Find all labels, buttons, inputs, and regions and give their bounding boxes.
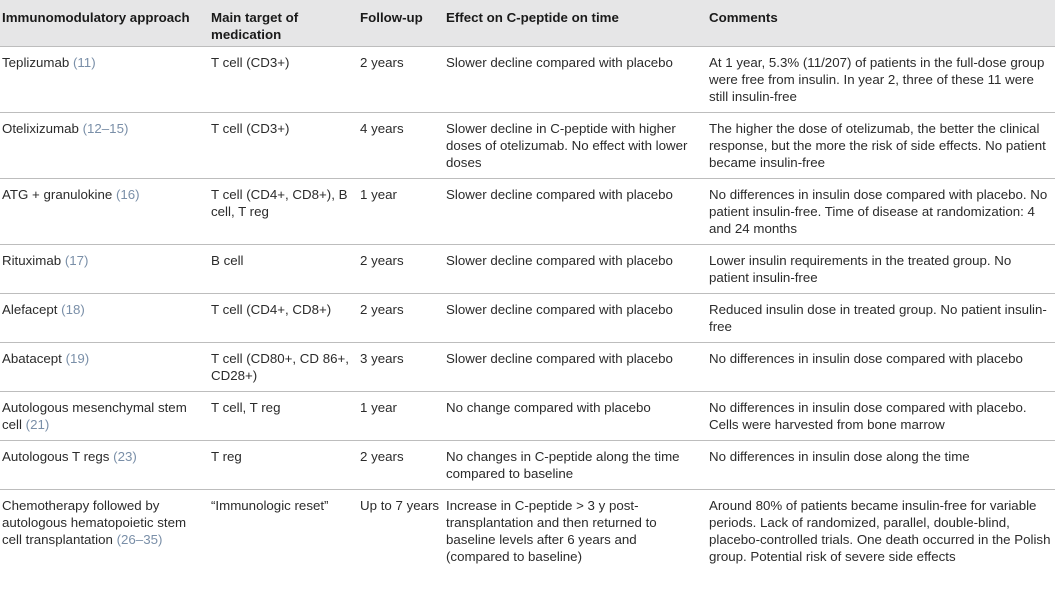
cell-target: “Immunologic reset” xyxy=(209,490,358,573)
approach-name: ATG + granulokine xyxy=(2,187,113,202)
cell-effect: Slower decline compared with placebo xyxy=(444,179,707,245)
cell-target: T cell (CD4+, CD8+) xyxy=(209,294,358,343)
cell-followup: 2 years xyxy=(358,294,444,343)
table-row xyxy=(0,490,1055,573)
cell-followup: 2 years xyxy=(358,245,444,294)
header-row xyxy=(0,0,1055,47)
cell-effect: No change compared with placebo xyxy=(444,392,707,441)
cell-target: T reg xyxy=(209,441,358,490)
cell-approach xyxy=(0,245,209,294)
cell-target: T cell (CD80+, CD 86+, CD28+) xyxy=(209,343,358,392)
reference-link[interactable]: (16) xyxy=(115,187,140,202)
cell-approach xyxy=(0,179,209,245)
cell-approach xyxy=(0,490,209,573)
approach-name: Chemotherapy followed by autologous hematopoietic stem cell transplantation xyxy=(2,498,187,547)
cell-followup: 4 years xyxy=(358,113,444,179)
approach-name: Autologous T regs xyxy=(2,449,110,464)
cell-approach xyxy=(0,294,209,343)
approach-name: Otelixizumab xyxy=(2,121,79,136)
cell-comments: No differences in insulin dose compared with placebo. Cells were harvested from bone marrow xyxy=(707,392,1055,441)
table-row xyxy=(0,343,1055,392)
header-effect: Effect on C-peptide on time xyxy=(446,10,619,25)
cell-comments: No differences in insulin dose compared with placebo xyxy=(707,343,1055,392)
cell-approach xyxy=(0,47,209,113)
approach-name: Rituximab xyxy=(2,253,62,268)
cell-followup: 3 years xyxy=(358,343,444,392)
cell-target: T cell (CD3+) xyxy=(209,47,358,113)
header-comments: Comments xyxy=(709,10,778,25)
cell-followup: 1 year xyxy=(358,179,444,245)
reference-link[interactable]: (11) xyxy=(72,55,96,70)
approach-name: Autologous mesenchymal stem cell xyxy=(2,400,187,432)
cell-effect: Slower decline in C-peptide with higher doses of otelizumab. No effect with lower doses xyxy=(444,113,707,179)
cell-effect: Slower decline compared with placebo xyxy=(444,294,707,343)
cell-effect: Slower decline compared with placebo xyxy=(444,245,707,294)
approach-name: Teplizumab xyxy=(2,55,70,70)
reference-link[interactable]: (21) xyxy=(25,417,50,432)
cell-followup: 2 years xyxy=(358,441,444,490)
cell-target: T cell, T reg xyxy=(209,392,358,441)
cell-followup: 2 years xyxy=(358,47,444,113)
header-target: Main target of medication xyxy=(211,10,299,42)
table-row xyxy=(0,441,1055,490)
cell-approach xyxy=(0,343,209,392)
cell-target: B cell xyxy=(209,245,358,294)
cell-comments: Reduced insulin dose in treated group. No patient insulin-free xyxy=(707,294,1055,343)
cell-target: T cell (CD3+) xyxy=(209,113,358,179)
reference-link[interactable]: (18) xyxy=(61,302,85,317)
table-row xyxy=(0,245,1055,294)
table-body xyxy=(0,47,1055,573)
cell-comments: Lower insulin requirements in the treated group. No patient insulin-free xyxy=(707,245,1055,294)
header-approach: Immunomodulatory approach xyxy=(2,10,190,25)
table-row xyxy=(0,113,1055,179)
cell-target: T cell (CD4+, CD8+), B cell, T reg xyxy=(209,179,358,245)
table-row xyxy=(0,294,1055,343)
cell-followup: 1 year xyxy=(358,392,444,441)
approach-name: Alefacept xyxy=(2,302,58,317)
table-row xyxy=(0,179,1055,245)
cell-effect: Slower decline compared with placebo xyxy=(444,47,707,113)
cell-comments: No differences in insulin dose compared with placebo. No patient insulin-free. Time of disease at randomization: 4 and 24 months xyxy=(707,179,1055,245)
cell-effect: Slower decline compared with placebo xyxy=(444,343,707,392)
cell-followup: Up to 7 years xyxy=(358,490,444,573)
cell-comments: No differences in insulin dose along the time xyxy=(707,441,1055,490)
cell-approach xyxy=(0,441,209,490)
cell-approach xyxy=(0,392,209,441)
cell-effect: Increase in C-peptide > 3 y post-transplantation and then returned to baseline levels after 6 years and (compared to baseline) xyxy=(444,490,707,573)
reference-link[interactable]: (12–15) xyxy=(82,121,129,136)
table-row xyxy=(0,392,1055,441)
approach-name: Abatacept xyxy=(2,351,62,366)
cell-comments: Around 80% of patients became insulin-free for variable periods. Lack of randomized, parallel, double-blind, placebo-controlled trials. One death occurred in the Polish group. Potential risk of severe side effects xyxy=(707,490,1055,573)
header-followup: Follow-up xyxy=(360,10,423,25)
table-header xyxy=(0,0,1055,47)
cell-comments: At 1 year, 5.3% (11/207) of patients in the full-dose group were free from insulin. In year 2, three of these 11 were still insulin-free xyxy=(707,47,1055,113)
reference-link[interactable]: (19) xyxy=(65,351,90,366)
reference-link[interactable]: (17) xyxy=(64,253,89,268)
cell-approach xyxy=(0,113,209,179)
reference-link[interactable]: (26–35) xyxy=(116,532,163,547)
reference-link[interactable]: (23) xyxy=(113,449,137,464)
cell-comments: The higher the dose of otelizumab, the better the clinical response, but the more the risk of side effects. No patient became insulin-free xyxy=(707,113,1055,179)
cell-effect: No changes in C-peptide along the time compared to baseline xyxy=(444,441,707,490)
table-row xyxy=(0,47,1055,113)
